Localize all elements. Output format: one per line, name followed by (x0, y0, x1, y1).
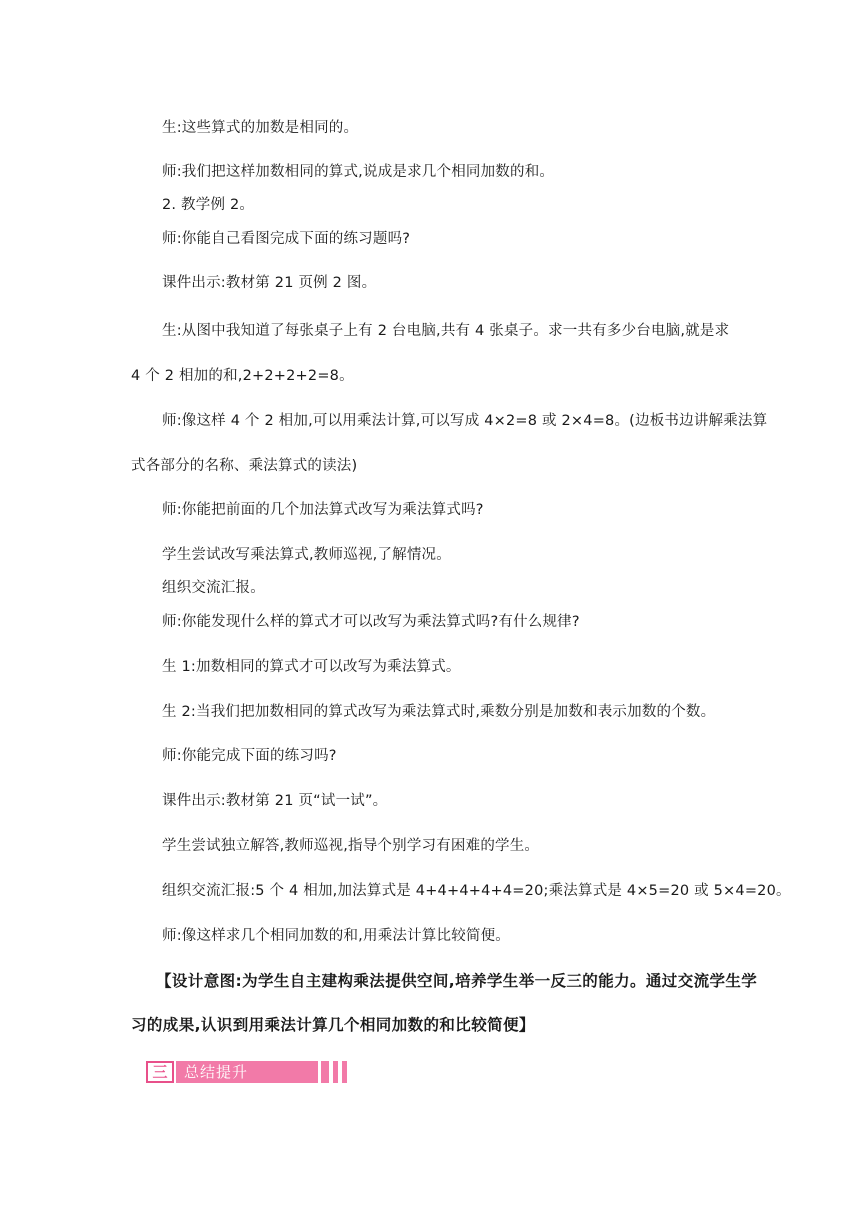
paragraph-line: 师:你能完成下面的练习吗? (162, 748, 337, 764)
paragraph-line: 师:你能自己看图完成下面的练习题吗? (162, 231, 411, 247)
paragraph-line: 师:我们把这样加数相同的算式,说成是求几个相同加数的和。 (162, 164, 555, 180)
paragraph-line: 学生尝试改写乘法算式,教师巡视,了解情况。 (162, 547, 451, 563)
paragraph-line: 课件出示:教材第 21 页“试一试”。 (162, 793, 388, 809)
paragraph-line: 生:从图中我知道了每张桌子上有 2 台电脑,共有 4 张桌子。求一共有多少台电脑,就是求 (162, 323, 730, 339)
paragraph-line: 师:像这样求几个相同加数的和,用乘法计算比较简便。 (162, 928, 510, 944)
paragraph-line: 学生尝试独立解答,教师巡视,指导个别学习有困难的学生。 (162, 838, 540, 854)
section-title: 总结提升 (176, 1061, 318, 1083)
paragraph-line: 组织交流汇报:5 个 4 相加,加法算式是 4+4+4+4+4=20;乘法算式是 4×5=20 或 5×4=20。 (162, 883, 791, 899)
paragraph-line: 师:像这样 4 个 2 相加,可以用乘法计算,可以写成 4×2=8 或 2×4=8。(边板书边讲解乘法算 (162, 413, 768, 429)
paragraph-line: 师:你能把前面的几个加法算式改写为乘法算式吗? (162, 502, 484, 518)
section-decor-bar (333, 1061, 338, 1083)
paragraph-line: 式各部分的名称、乘法算式的读法) (131, 458, 358, 474)
paragraph-line: 4 个 2 相加的和,2+2+2+2=8。 (131, 368, 354, 384)
paragraph-line: 生 1:加数相同的算式才可以改写为乘法算式。 (162, 659, 461, 675)
paragraph-line: 课件出示:教材第 21 页例 2 图。 (162, 275, 377, 291)
paragraph-line: 生 2:当我们把加数相同的算式改写为乘法算式时,乘数分别是加数和表示加数的个数。 (162, 704, 716, 720)
paragraph-line: 师:你能发现什么样的算式才可以改写为乘法算式吗?有什么规律? (162, 614, 580, 630)
section-decor-bar (321, 1061, 329, 1083)
design-intent-line: 习的成果,认识到用乘法计算几个相同加数的和比较简便】 (131, 1016, 535, 1034)
paragraph-line: 2. 教学例 2。 (162, 197, 255, 213)
paragraph-line: 组织交流汇报。 (162, 580, 265, 596)
section-number: 三 (146, 1061, 174, 1083)
paragraph-line: 生:这些算式的加数是相同的。 (162, 120, 359, 136)
design-intent-line: 【设计意图:为学生自主建构乘法提供空间,培养学生举一反三的能力。通过交流学生学 (156, 972, 758, 990)
section-decor-bar (342, 1061, 347, 1083)
section-header (146, 1061, 350, 1083)
